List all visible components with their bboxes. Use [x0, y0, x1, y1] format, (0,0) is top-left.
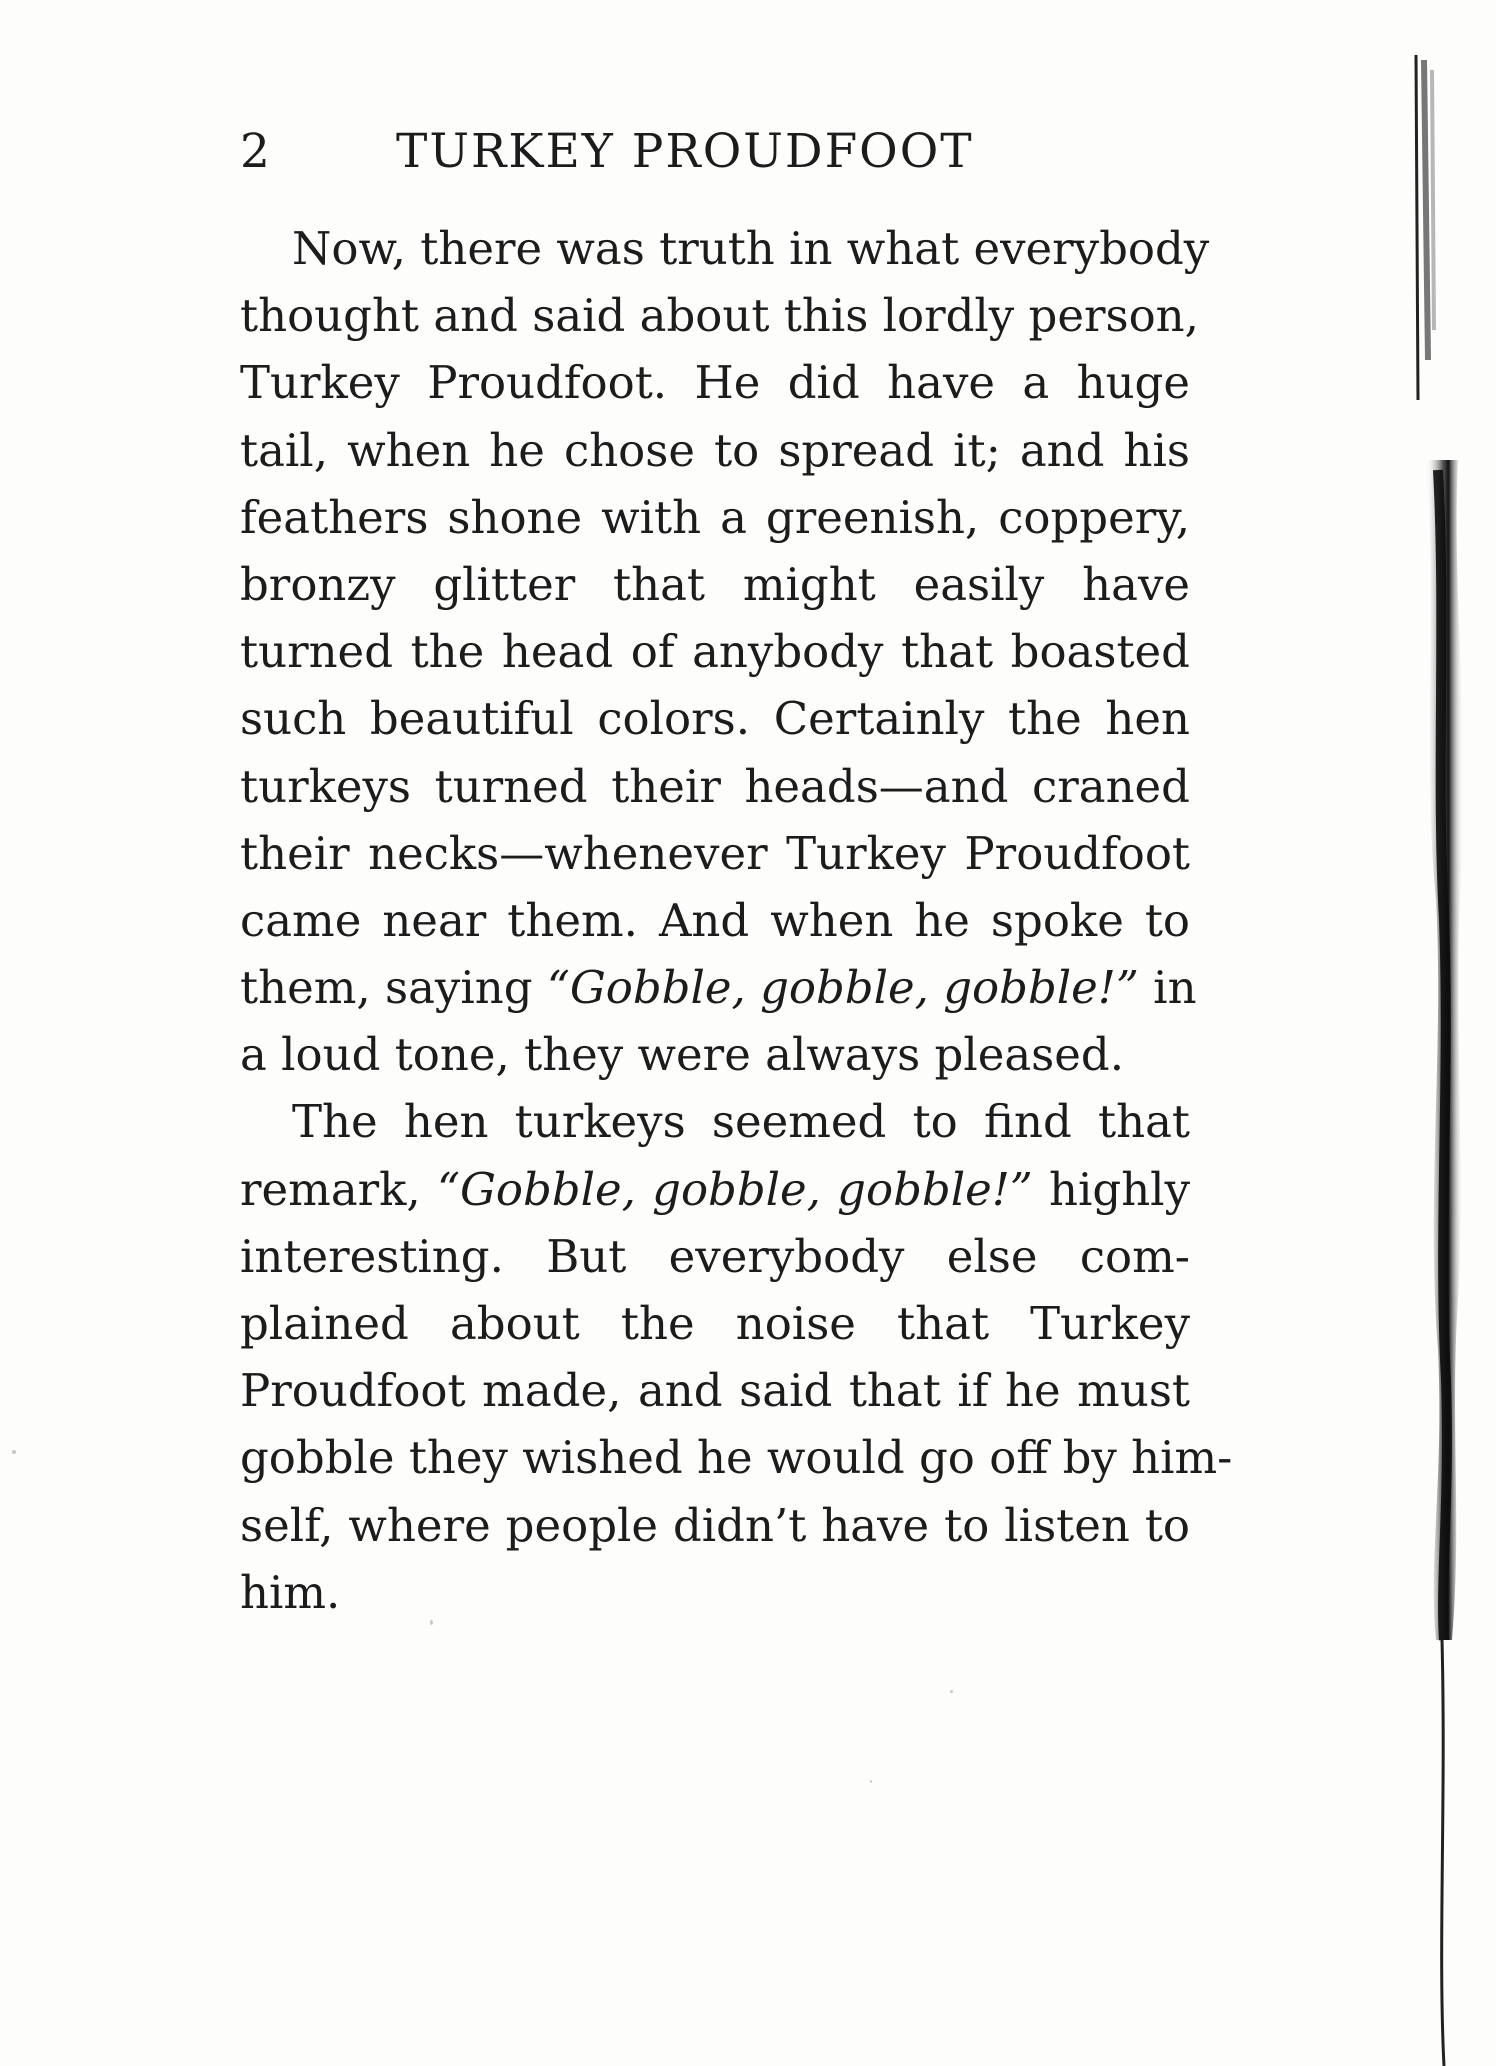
italic-quote: “Gobble, gobble, gobble!”: [546, 961, 1139, 1015]
text-run: remark,: [240, 1162, 437, 1216]
italic-quote: “Gobble, gobble, gobble!”: [436, 1162, 1033, 1216]
text-line: Now, there was truth in what everybody: [292, 222, 1210, 275]
text-line: [240, 1156, 1190, 1223]
paragraph: [240, 1088, 1233, 1626]
text-line: self, where people didn’t have to listen to: [240, 1498, 1190, 1552]
text-line: thought and said about this lordly person,: [240, 289, 1199, 343]
scan-speck: [430, 1620, 433, 1625]
text-line: came near them. And when he spoke to: [240, 893, 1190, 947]
text-line: [240, 954, 1197, 1021]
text-line: interesting. But everybody else com-: [240, 1229, 1190, 1283]
text-run: highly: [1032, 1162, 1190, 1216]
binding-shadow: [1392, 0, 1496, 2066]
text-line: feathers shone with a greenish, coppery,: [240, 490, 1190, 544]
text-line: The hen turkeys seemed to find that: [292, 1095, 1190, 1149]
text-line: a loud tone, they were always pleased.: [240, 1028, 1125, 1082]
body-text: [240, 215, 1233, 1626]
paragraph: [240, 215, 1210, 1088]
text-line: such beautiful colors. Certainly the hen: [240, 692, 1190, 746]
text-line: bronzy glitter that might easily have: [240, 557, 1190, 611]
running-header: [240, 122, 1040, 182]
text-line: Proudfoot made, and said that if he must: [240, 1364, 1190, 1418]
text-line: turkeys turned their heads—and craned: [240, 759, 1190, 813]
text-line: Turkey Proudfoot. He did have a huge: [240, 356, 1190, 410]
text-line: their necks—whenever Turkey Proudfoot: [240, 826, 1190, 880]
text-run: them, saying: [240, 961, 547, 1015]
text-line: plained about the noise that Turkey: [240, 1297, 1190, 1350]
text-line: turned the head of anybody that boasted: [240, 625, 1190, 679]
text-line: gobble they wished he would go off by him-: [240, 1431, 1233, 1485]
scan-speck: [870, 1780, 872, 1783]
text-line: him.: [240, 1565, 341, 1619]
scan-speck: [950, 1690, 953, 1693]
text-run: in: [1138, 961, 1197, 1015]
text-line: tail, when he chose to spread it; and his: [240, 423, 1190, 477]
scan-speck: [12, 1450, 16, 1454]
running-title: TURKEY PROUDFOOT: [396, 124, 974, 179]
page-number: 2: [240, 124, 272, 179]
